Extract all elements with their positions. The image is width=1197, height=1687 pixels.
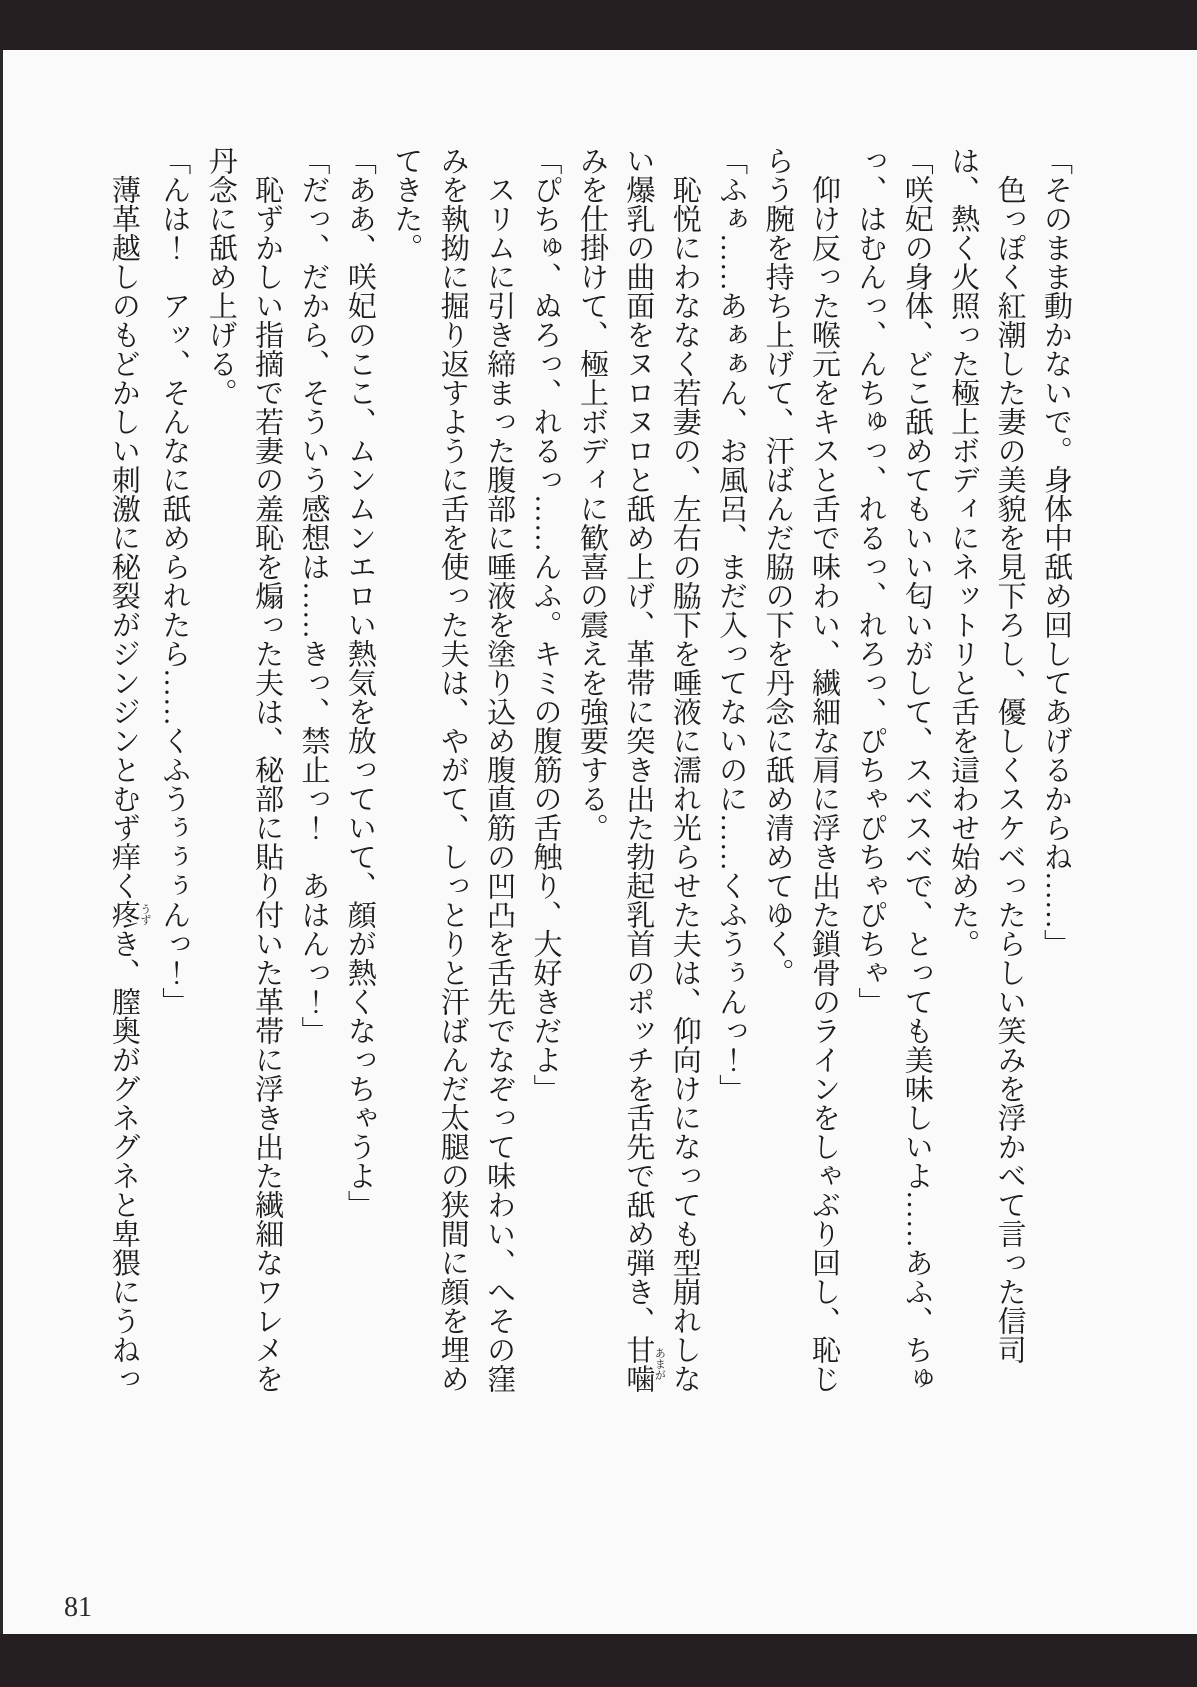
paragraph-dialogue: 「ああ、咲妃のここ、ムンムンエロい熱気を放っていて、顔が熱くなっちゃうよ」 — [343, 146, 376, 1219]
body-text — [100, 146, 1079, 1402]
paragraph-narration: 恥ずかしい指摘で若妻の羞恥を煽った夫は、秘部に貼り付いた革帯に浮き出た繊細なワレメを丹念に舐め上げる。 — [204, 146, 284, 1393]
paragraph-dialogue: 「ふぁ……あぁぁん、お風呂、まだ入ってないのに……くふうぅんっ！」 — [715, 146, 748, 1103]
top-letterbox-bar — [0, 0, 1197, 50]
left-scan-edge — [0, 50, 3, 1634]
paragraph-dialogue: 「んは！ アッ、そんなに舐められたら……くふうぅぅぅんっ！」 — [158, 146, 191, 1016]
paragraph-narration: 恥悦にわななく若妻の、左右の脇下を唾液に濡れ光らせた夫は、仰向けになっても型崩れしない爆乳の曲面をヌロヌロと舐め上げ、革帯に突き出た勃起乳首のポッチを舌先で舐め弾き、甘噛 あまがみを仕掛けて、極上ボディに歓喜の震えを強要する。 — [575, 146, 701, 1393]
paragraph-narration: スリムに引き締まった腹部に唾液を塗り込め腹直筋の凹凸を舌先でなぞって味わい、へその窪みを執拗に掘り返すように舌を使った夫は、やがて、しっとりと汗ばんだ太腿の狭間に顔を埋めてきた。 — [390, 146, 516, 1393]
paragraph-dialogue: 「ぴちゅ、ぬろっ、れるっ……んふ。キミの腹筋の舌触り、大好きだよ」 — [529, 146, 562, 1103]
page-number: 81 — [64, 1592, 92, 1623]
paragraph-narration: 色っぽく紅潮した妻の美貌を見下ろし、優しくスケベったらしい笑みを浮かべて言った信司は、熱く火照った極上ボディにネットリと舌を這わせ始めた。 — [947, 146, 1026, 1364]
paragraph-dialogue: 「咲妃の身体、どこ舐めてもいい匂いがして、スベスベで、とっても美味しいよ……あふ、ちゅっ、はむんっ、んちゅっ、れるっ、れろっ、ぴちゃぴちゃぴちゃ」 — [854, 146, 933, 1393]
paragraph-narration: 仰け反った喉元をキスと舌で味わい、繊細な肩に浮き出た鎖骨のラインをしゃぶり回し、恥じらう腕を持ち上げて、汗ばんだ脇の下を丹念に舐め清めてゆく。 — [761, 146, 840, 1393]
paragraph-dialogue: 「そのまま動かないで。身体中舐め回してあげるからね……」 — [1040, 146, 1072, 958]
bottom-letterbox-bar — [0, 1634, 1197, 1687]
paragraph-dialogue: 「だっ、だから、そういう感想は……きっ、禁止っ！ あはんっ！」 — [297, 146, 330, 1045]
paragraph-narration: 薄革越しのもどかしい刺激に秘裂がジンジンとむず痒く疼 うずき、膣奥がグネグネと卑猥にうねっ — [107, 175, 151, 1393]
